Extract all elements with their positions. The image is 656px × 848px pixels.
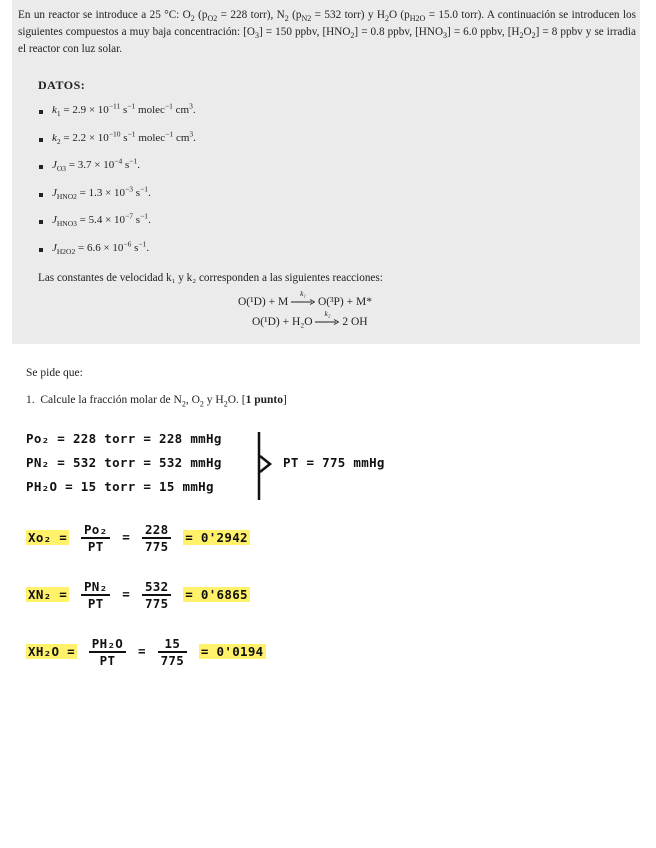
question-number: 1.	[26, 394, 35, 406]
intro-text: ] = 0.8 ppbv, [HNO	[354, 26, 444, 38]
hw-fraction	[81, 522, 110, 554]
intro-text: = 532 torr) y H	[311, 9, 385, 21]
value: = 2.2 × 10	[60, 131, 109, 144]
hw-num: PN₂	[81, 579, 110, 596]
exp: −4	[114, 156, 123, 166]
punct: .	[193, 131, 196, 144]
datos-item	[38, 156, 196, 187]
sub: 1	[56, 109, 61, 119]
constants-description: Las constantes de velocidad k₁ y k₂ corresponden a las siguientes reacciones:	[38, 272, 383, 284]
symbol: J	[52, 159, 57, 172]
exp: −1	[138, 239, 147, 249]
hw-den: 775	[144, 596, 169, 611]
symbol: k	[52, 131, 57, 144]
sub: H2O	[409, 14, 426, 24]
hw-fraction	[158, 636, 187, 668]
intro-text: ] = 150 ppbv, [HNO	[259, 26, 351, 38]
sub: O3	[56, 164, 67, 174]
sub: O2	[207, 14, 218, 24]
hw-label: XN₂ =	[28, 586, 68, 602]
exp: −6	[123, 239, 132, 249]
hw-mole-fraction-o2	[26, 522, 250, 554]
hw-result: = 0'0194	[200, 643, 264, 659]
datos-item	[38, 128, 196, 160]
sub: 2	[223, 399, 228, 409]
exp: −1	[165, 128, 174, 138]
datos-item	[38, 239, 196, 270]
datos-list	[38, 101, 196, 270]
intro-text: = 228 torr), N	[217, 9, 285, 21]
punct: .	[146, 241, 150, 254]
unit: s	[120, 104, 128, 116]
value: = 2.9 × 10	[60, 104, 109, 116]
unit: s	[133, 214, 141, 227]
intro-text: ] = 8 ppbv y se irradia el reactor con luz solar.	[18, 26, 636, 55]
sub: 2	[350, 31, 355, 41]
hw-partial-pressure-h2o: PH₂O = 15 torr = 15 mmHg	[26, 479, 214, 494]
points-label: 1 punto	[245, 394, 283, 406]
intro-text: = 15.0 torr). A continuación se introducen los siguientes compuestos a muy baja concentración: [O	[18, 9, 636, 38]
intro-text: ] = 6.0 ppbv, [H	[447, 26, 520, 38]
exp: −11	[108, 101, 121, 111]
exp: −1	[129, 156, 138, 166]
hw-den: 775	[144, 539, 169, 554]
unit: s	[133, 186, 141, 199]
sub: 2	[284, 14, 289, 24]
datos-heading: DATOS:	[38, 78, 86, 92]
rate-constant-label: k₁	[300, 289, 307, 299]
sub: 3	[443, 31, 448, 41]
sub: 2	[519, 31, 524, 41]
question-text: y H	[203, 394, 224, 406]
sub: 2	[199, 399, 204, 409]
hw-den: 775	[160, 653, 185, 668]
symbol: k	[52, 104, 57, 116]
value: = 1.3 × 10	[76, 186, 126, 199]
exp: −10	[108, 128, 121, 138]
sub: 2	[190, 14, 195, 24]
hw-mole-fraction-h2o	[26, 636, 266, 668]
hw-total-pressure: PT = 775 mmHg	[283, 455, 385, 470]
hw-fraction	[142, 522, 171, 554]
reaction-1	[238, 289, 372, 308]
intro-text: O	[523, 26, 532, 38]
datos-item	[38, 211, 196, 242]
question-1	[26, 394, 287, 409]
question-text: ]	[283, 394, 287, 406]
hw-num: 228	[142, 522, 171, 539]
exp: 3	[189, 128, 194, 138]
hw-mole-fraction-n2	[26, 579, 250, 611]
intro-text: En un reactor se introduce a 25 °C: O	[18, 9, 191, 21]
reaction-arrow-icon	[291, 289, 315, 307]
exp: −1	[140, 211, 149, 221]
hw-num: 532	[142, 579, 171, 596]
question-text: O. [	[227, 394, 246, 406]
sub: 2	[384, 14, 389, 24]
hw-equals: =	[137, 643, 146, 659]
hw-label: Xo₂ =	[28, 529, 68, 545]
unit: molec	[135, 131, 166, 144]
sub: 2	[531, 31, 536, 41]
intro-text: O (p	[388, 9, 410, 21]
unit: cm	[173, 131, 190, 144]
hw-equals: =	[122, 529, 131, 545]
hw-result: = 0'2942	[185, 529, 248, 545]
intro-text: (p	[194, 9, 208, 21]
sub: HNO3	[56, 219, 77, 229]
reaction-arrow-icon	[315, 309, 339, 327]
sub: 2	[181, 399, 186, 409]
exp: −7	[125, 211, 134, 221]
punct: .	[192, 104, 196, 116]
sub: H2O2	[56, 247, 76, 257]
hw-label: XH₂O =	[28, 643, 75, 659]
reactants: O(¹D) + M	[238, 296, 289, 308]
unit: cm	[172, 104, 190, 116]
value: = 6.6 × 10	[75, 241, 124, 254]
sub: N2	[301, 14, 312, 24]
symbol: J	[52, 186, 57, 199]
brace-icon	[255, 430, 277, 502]
hw-fraction	[89, 636, 126, 668]
intro-text: (p	[288, 9, 302, 21]
question-text: , O	[185, 394, 200, 406]
unit: molec	[135, 104, 165, 116]
hw-partial-pressure-n2: PN₂ = 532 torr = 532 mmHg	[26, 455, 222, 470]
value: = 3.7 × 10	[66, 159, 115, 172]
symbol: J	[52, 241, 57, 254]
products: O(³P) + M*	[317, 296, 372, 308]
value: = 5.4 × 10	[76, 214, 126, 227]
problem-statement-box	[12, 0, 640, 344]
products: 2 OH	[342, 316, 368, 328]
sub: 3	[255, 31, 259, 41]
datos-item	[38, 101, 196, 132]
rate-constant-label: k₂	[324, 309, 331, 319]
punct: .	[148, 214, 151, 227]
unit: s	[122, 159, 130, 172]
hw-den: PT	[87, 596, 104, 611]
hw-partial-pressure-o2: Po₂ = 228 torr = 228 mmHg	[26, 431, 222, 446]
hw-den: PT	[87, 539, 104, 554]
symbol: J	[52, 214, 57, 227]
hw-fraction	[142, 579, 171, 611]
hw-num: 15	[158, 636, 187, 653]
hw-num: Po₂	[81, 522, 110, 539]
exp: −1	[127, 101, 136, 111]
hw-equals: =	[122, 586, 131, 602]
punct: .	[137, 159, 140, 172]
exp: −1	[164, 101, 173, 111]
exp: −1	[127, 128, 136, 138]
se-pide-label: Se pide que:	[26, 367, 83, 379]
hw-den: PT	[99, 653, 116, 668]
hw-result: = 0'6865	[185, 586, 248, 602]
exp: −3	[125, 184, 134, 194]
unit: s	[120, 131, 128, 144]
datos-item	[38, 184, 196, 215]
sub: 2	[56, 136, 61, 146]
exp: 3	[189, 101, 193, 111]
problem-intro	[18, 7, 636, 58]
question-text: Calcule la fracción molar de N	[40, 394, 182, 406]
reactants: O(¹D) + H₂O	[252, 316, 313, 328]
unit: s	[131, 241, 139, 254]
hw-fraction	[81, 579, 110, 611]
exp: −1	[140, 184, 149, 194]
punct: .	[148, 186, 151, 199]
hw-num: PH₂O	[89, 636, 126, 653]
reaction-2	[252, 309, 368, 328]
sub: HNO2	[56, 191, 77, 201]
